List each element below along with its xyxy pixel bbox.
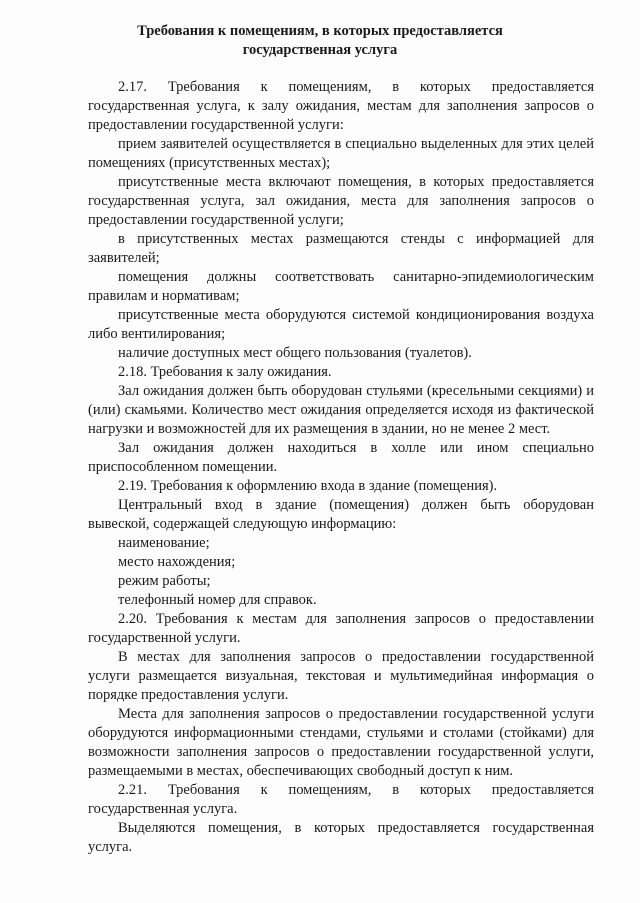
paragraph-2-21: 2.21. Требования к помещениям, в которых предоставляется государственная услуга. [88,782,594,817]
paragraph: присутственные места оборудуются системой кондиционирования воздуха либо вентилирования; [88,307,594,342]
paragraph: Выделяются помещения, в которых предоставляется государственная услуга. [88,820,594,855]
paragraph: Зал ожидания должен находиться в холле или ином специально приспособленном помещении. [88,440,594,475]
list-item: телефонный номер для справок. [118,592,317,608]
paragraph: Зал ожидания должен быть оборудован стульями (кресельными секциями) и (или) скамьями. Количество мест ожидания определяется исходя из фактической нагрузки и возможностей для их размещения в здании, но не менее 2 мест. [88,383,594,437]
paragraph: Места для заполнения запросов о предоставлении государственной услуги оборудуются информационными стендами, стульями и столами (стойками) для возможности заполнения запросов о предоставлении государственной услуги, размещаемыми в местах, обеспечивающих свободный доступ к ним. [88,706,594,779]
list-item: наименование; [118,535,210,551]
document-title [60,22,580,60]
paragraph: в присутственных местах размещаются стенды с информацией для заявителей; [88,231,594,266]
list-item: режим работы; [118,573,211,589]
paragraph-2-19: 2.19. Требования к оформлению входа в здание (помещения). [118,478,498,494]
paragraph-2-17: 2.17. Требования к помещениям, в которых предоставляется государственная услуга, к залу ожидания, местам для заполнения запросов о предоставлении государственной услуги: [88,79,594,133]
paragraph: прием заявителей осуществляется в специально выделенных для этих целей помещениях (присутственных местах); [88,136,594,171]
paragraph: присутственные места включают помещения, в которых предоставляется государственная услуга, зал ожидания, места для заполнения запросов о предоставлении государственной услуги; [88,174,594,228]
paragraph: Центральный вход в здание (помещения) должен быть оборудован вывеской, содержащей следующую информацию: [88,497,594,532]
title-line-2: государственная услуга [242,42,398,58]
paragraph: наличие доступных мест общего пользования (туалетов). [118,345,472,361]
document-body [88,78,594,857]
title-line-1: Требования к помещениям, в которых предоставляется [137,23,503,39]
paragraph-2-18: 2.18. Требования к залу ожидания. [118,364,332,380]
paragraph-2-20: 2.20. Требования к местам для заполнения запросов о предоставлении государственной услуги. [88,611,594,646]
paragraph: помещения должны соответствовать санитарно-эпидемиологическим правилам и нормативам; [88,269,594,304]
list-item: место нахождения; [118,554,236,570]
paragraph: В местах для заполнения запросов о предоставлении государственной услуги размещается визуальная, текстовая и мультимедийная информация о порядке предоставления услуги. [88,649,594,703]
